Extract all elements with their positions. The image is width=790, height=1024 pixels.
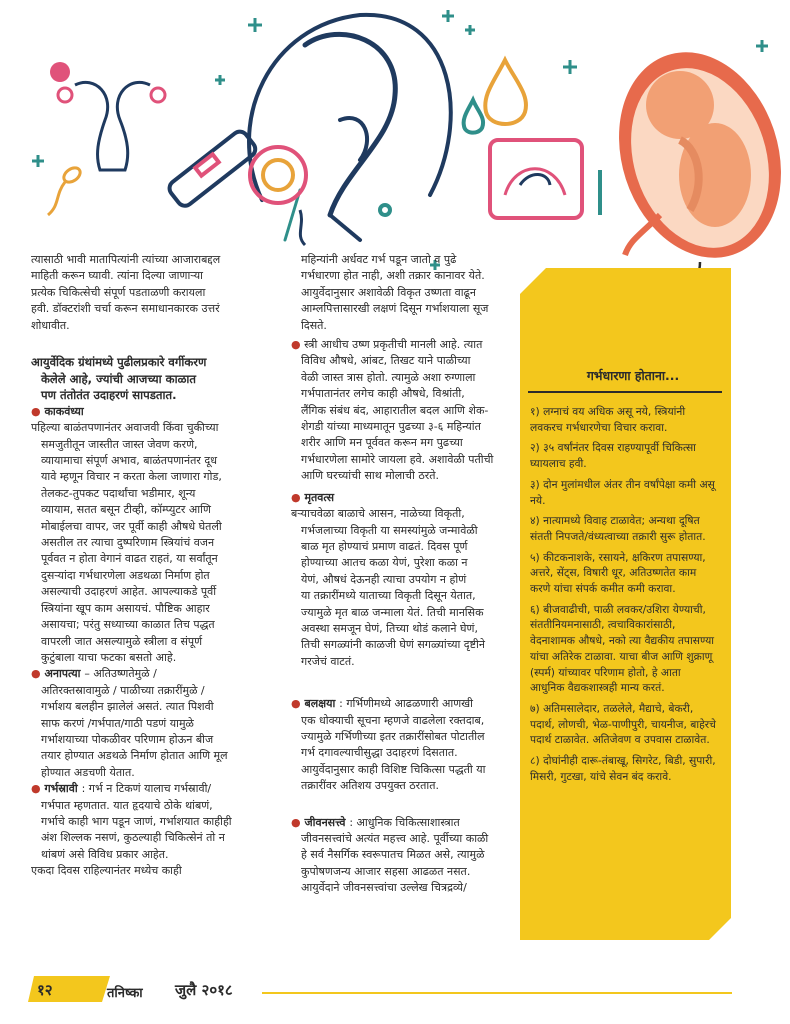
text-line: आणि घरच्यांची साथ मोलाची ठरते. xyxy=(301,469,439,483)
sidebar-item: ६) बीजवाढीची, पाळी लवकर/उशिरा येण्याची, संततीनियमनासाठी, त्वचाविकारांसाठी, वेदनाशामक औषधे, नको त्या वैद्यकीय तपासण्या यांचा अतिरेक टाळावा. याचा बीज आणि शुक्राणू (स्पर्म) यांच्यावर परिणाम होतो, हे आता आधुनिक वैद्यकशास्त्रही मान्य करतं. xyxy=(530,602,715,695)
text-line: गर्भाशय बलहीन झालेलं असतं. त्यात पिशवी xyxy=(41,700,214,714)
subheading-kakvandhya: ● काकवंध्या xyxy=(31,404,84,418)
text-line: दिसते. xyxy=(301,318,327,332)
text-line: गर्भजलाच्या विकृती या समस्यांमुळे जन्मावेळी xyxy=(301,523,478,537)
text-line: शेगडी यांच्या माध्यमातून पुढच्या ३-६ महिन्यांत xyxy=(301,420,481,434)
text-line: तयार होण्यात अडथळे निर्माण होतात आणि मूल xyxy=(41,749,228,763)
text-line: गर्भ दगावल्याचीसुद्धा उदाहरणं दिसतात. xyxy=(301,746,458,760)
text-line: तिची सगळ्यांनी काळजी घेणं सगळ्यांच्या दृष्टीने xyxy=(301,638,486,652)
text-line: मोबाईलचा वापर, जर पूर्वी काही औषधे घेतली xyxy=(41,519,222,533)
text-line: असायचा; परंतु सध्याच्या काळात तिच पद्धत xyxy=(41,618,215,632)
text-line: अतिरक्तस्रावामुळे / पाळीच्या तक्रारींमुळे / xyxy=(41,683,205,697)
sidebar-item: ४) नात्यामध्ये विवाह टाळावेत; अन्यथा दूषित संतती निपजते/वंध्यत्वाच्या तक्रारी सुरू होतात. xyxy=(530,514,706,543)
egg-cell-icon xyxy=(250,147,306,245)
text-line: गर्भधारणेला सामोरे जायला हवे. अशावेळी पतीची xyxy=(301,452,494,466)
subheading-balakshaya: ● बलक्षया : गर्भिणीमध्ये आढळणारी आणखी xyxy=(291,697,474,711)
bullet-icon: ● xyxy=(31,404,41,418)
text-line: एक धोक्याची सूचना म्हणजे वाढलेला रक्तदाब, xyxy=(301,713,485,727)
text-line: वेळी जास्त त्रास होतो. त्यामुळे अशा रुग्णाला xyxy=(301,370,476,384)
text-line: माहिती करून घ्यावी. त्यांना दिल्या जाणाऱ्या xyxy=(31,269,203,283)
mrutvatsa-paragraph xyxy=(291,506,513,670)
heading-line: आयुर्वेदिक ग्रंथांमध्ये पुढीलप्रकारे वर्गीकरण xyxy=(31,355,207,370)
text-line: असतील तर त्याचा दुष्परिणाम स्त्रियांचं वजन xyxy=(41,536,215,550)
text-line: आयुर्वेदाने जीवनसत्त्वांचा उल्लेख चित्रद्रव्ये/ xyxy=(301,881,467,895)
text-line: पहिल्या बाळंतपणानंतर अवाजवी किंवा चुकीच्या xyxy=(31,421,219,435)
sidebar-item: १) लग्नाचं वय अधिक असू नये, स्त्रियांनी लवकरच गर्भधारणेचा विचार करावा. xyxy=(530,405,686,434)
text-line: असल्याची उदाहरणं आहेत. आपल्याकडे पूर्वी xyxy=(41,585,217,599)
column-left xyxy=(31,252,276,880)
text-line: बऱ्याचवेळा बाळाचे आसन, नाळेच्या विकृती, xyxy=(291,507,465,521)
text-line: हे सर्व नैसर्गिक स्वरूपातच मिळत असे, त्यामुळे xyxy=(301,848,485,862)
text-line: व्यायामाचा संपूर्ण अभाव, बाळंतपणानंतर दूध xyxy=(41,454,217,468)
uterus-icon xyxy=(50,62,165,170)
intro-paragraph xyxy=(31,252,276,334)
bullet-icon: ● xyxy=(31,782,41,796)
text-line: गर्भाशयाच्या पोकळीवर परिणाम होऊन बीज xyxy=(41,732,214,746)
sperm-icon xyxy=(32,155,83,215)
text-line: गरजेचं वाटतं. xyxy=(301,654,355,668)
issue-date: जुलै २०१८ xyxy=(175,981,233,999)
text-line: बाळ मृत होण्याचं प्रमाण वाढतं. दिवस पूर्ण xyxy=(301,539,468,553)
kakvandhya-paragraph xyxy=(31,420,276,666)
page-number: १२ xyxy=(37,981,53,999)
subheading-jivansattve: ● जीवनसत्त्वे : आधुनिक चिकित्साशास्त्रात xyxy=(291,815,460,829)
text-line: होण्याच्या आतच कळा येणं, पुरेशा कळा न xyxy=(301,556,468,570)
text-line: कुपोषणजन्य आजार सहसा आढळत नसत. xyxy=(301,864,471,878)
balakshaya-paragraph xyxy=(291,713,513,795)
text-line: वापरली जात असल्यामुळे स्त्रीला व संपूर्ण xyxy=(41,634,203,648)
fetus-in-womb-illustration xyxy=(593,31,790,279)
text-line: शरीर आणि मन पूर्ववत करून मग पुढच्या xyxy=(301,436,463,450)
pregnancy-test-icon xyxy=(166,128,258,209)
footer-rule xyxy=(262,992,732,994)
sidebar-item: ३) दोन मुलांमधील अंतर तीन वर्षांपेक्षा कमी असू नये. xyxy=(530,477,715,507)
text-line: एकदा दिवस राहिल्यानंतर मध्येच काही xyxy=(31,864,182,878)
sidebar-divider xyxy=(528,391,722,393)
text-line: स्त्रियांना खूप काम असायचं. पौष्टिक आहार xyxy=(41,601,210,615)
bullet-icon: ● xyxy=(31,667,41,681)
bullet-paragraph: ● स्त्री आधीच उष्ण प्रकृतीची मानली आहे. त्यात विविध औषधे, आंबट, तिखट याने पाळीच्या वेळी जास्त त्रास होतो. त्यामुळे अशा रुग्णाला गर्भपातानंतर लगेच काही औषधे, विश्रांती, लैंगिक संबंध बंद, आहारातील बदल आणि शेक- शेगडी यांच्या माध्यमातून पुढच्या ३-६ महिन्यांत शरीर आणि मन पूर्ववत करून मग पुढच्या गर्भधारणेला सामोरे जायला हवे. अशावेळी पतीची आणि घरच्यांची साथ मोलाची ठरते. xyxy=(291,337,513,485)
text-line: दुसऱ्यांदा गर्भधारणेला अडथळा निर्माण होत xyxy=(41,568,210,582)
text-line: प्रत्येक चिकित्सेची संपूर्ण पडताळणी करायला xyxy=(31,285,206,299)
ultrasound-monitor-icon xyxy=(490,140,600,218)
text-line: अवस्था समजून घेणं, तिच्या थोडं कलाने घेणं, xyxy=(301,621,478,635)
bullet-icon: ● xyxy=(291,815,301,829)
text-line: गर्भधारणा होत नाही, अशी तक्रार कानावर येते. xyxy=(301,269,485,283)
sidebar-item: ५) कीटकनाशके, रसायने, क्षकिरण तपासण्या, अत्तरे, सेंट्स, विषारी धूर, अतिउष्णतेत काम करणे यांचा संपर्क कमीत कमी करावा. xyxy=(530,550,706,596)
text-line: आयुर्वेदानुसार काही विशिष्ट चिकित्सा पद्धती या xyxy=(301,762,486,776)
text-line: गर्भपात म्हणतात. यात हृदयाचे ठोके थांबणं, xyxy=(41,798,213,812)
jivansattve-paragraph xyxy=(291,831,513,897)
bullet-icon: ● xyxy=(291,490,301,504)
subheading-garbhasravi: ● गर्भस्रावी : गर्भ न टिकणं यालाच गर्भस्रावी/ xyxy=(31,782,212,796)
text-line: शोधावीत. xyxy=(31,318,70,332)
text-line: जीवनसत्त्वांचे अत्यंत महत्त्व आहे. पूर्वीच्या काळी xyxy=(301,832,489,845)
text-line: गर्भपातानंतर लगेच काही औषधे, विश्रांती, xyxy=(301,387,465,401)
magazine-name: तनिष्का xyxy=(107,986,143,1001)
sidebar-item: २) ३५ वर्षांनंतर दिवस राहण्यापूर्वी चिकित्सा घ्यायलाच हवी. xyxy=(530,441,696,471)
text-line: महिन्यांनी अर्धवट गर्भ पडून जातो व पुढे xyxy=(301,253,457,266)
sidebar-list xyxy=(528,404,718,789)
text-line: समजुतीतून जास्तीत जास्त जेवण करणे, xyxy=(41,437,198,451)
text-line: ज्यामुळे मृत बाळ जन्माला येतं. तिची मानसिक xyxy=(301,605,484,619)
text-line: गर्भाचे काही भाग पडून जाणं, गर्भाशयात काहीही xyxy=(41,814,232,828)
sidebar-item: ८) दोघांनीही दारू-तंबाखू, सिगरेट, बिडी, सुपारी, मिसरी, गुटखा, यांचे सेवन बंद करावे. xyxy=(530,754,716,783)
text-line: त्यासाठी भावी मातापित्यांनी त्यांच्या आजाराबद्दल xyxy=(31,253,221,266)
section-heading xyxy=(31,354,276,404)
text-line: येणं, औषधं देऊनही त्याचा उपयोग न होणं xyxy=(301,572,467,586)
sidebar-title: गर्भधारणा होताना... xyxy=(586,368,680,383)
text-line: आम्लपित्तासारखी लक्षणं दिसून गर्भाशयाला सूज xyxy=(301,302,489,316)
text-line: हवी. डॉक्टरांशी चर्चा करून समाधानकारक उत्तरं xyxy=(31,302,220,316)
pregnant-belly-icon xyxy=(249,15,451,240)
text-line: अंश शिल्लक नसणं, कुठल्याही चिकित्सेनं तो न xyxy=(41,831,225,845)
heading-line: पण तंतोतंत उदाहरणं सापडतात. xyxy=(41,388,177,403)
heading-line: केलेले आहे, ज्यांची आजच्या काळात xyxy=(41,371,197,386)
text-line: तक्रारींवर अतिशय उपयुक्त ठरतात. xyxy=(301,779,439,793)
bullet-icon: ● xyxy=(291,697,301,711)
text-line: यावे म्हणून विचार न करता केला जाणारा गोड, xyxy=(41,470,222,484)
text-line: तेलकट-तुपकट पदार्थांचा भडीमार, शून्य xyxy=(41,486,196,500)
text-line: विविध औषधे, आंबट, तिखट याने पाळीच्या xyxy=(301,354,471,368)
sidebar-item: ७) अतिमसालेदार, तळलेले, मैद्याचे, बेकरी, पदार्थ, लोणची, भेळ-पाणीपुरी, चायनीज, बाहेरचे पदार्थ टाळावेत. अतिजेवण व उपवास टाळावेत. xyxy=(530,701,716,747)
continuation-paragraph xyxy=(291,252,513,334)
text-line: पूर्ववत न होता वेगानं वाढत राहतं, या सर्वांतून xyxy=(41,552,218,566)
bullet-icon: ● xyxy=(291,338,301,352)
text-line: व्यायाम, सतत बसून टीव्ही, कॉम्प्युटर आणि xyxy=(41,503,211,517)
text-line: कुटुंबाला याचा फटका बसतो आहे. xyxy=(41,650,177,664)
text-line: होण्यात अडचणी येतात. xyxy=(41,765,135,779)
text-line: ज्यामुळे गर्भिणीच्या इतर तक्रारींसोबत पोटातील xyxy=(301,729,485,743)
subheading-anapatya: ● अनापत्या – अतिउष्णतेमुळे / xyxy=(31,667,157,681)
text-line: या तक्रारींमध्ये याताच्या विकृती दिसून येतात, xyxy=(301,589,476,603)
text-line: साफ करणं /गर्भपात/गाठी पडणं यामुळे xyxy=(41,716,194,730)
droplet-icon xyxy=(464,60,526,133)
garbhasravi-paragraph xyxy=(31,798,276,880)
text-line: थांबणं असे विविध प्रकार आहेत. xyxy=(41,847,169,861)
subheading-mrutvatsa: ● मृतवत्स xyxy=(291,490,334,504)
column-middle xyxy=(291,252,513,897)
anapatya-paragraph xyxy=(31,683,276,781)
text-line: आयुर्वेदानुसार अशावेळी विकृत उष्णता वाढून xyxy=(301,285,476,299)
text-line: लैंगिक संबंध बंद, आहारातील बदल आणि शेक- xyxy=(301,403,489,417)
